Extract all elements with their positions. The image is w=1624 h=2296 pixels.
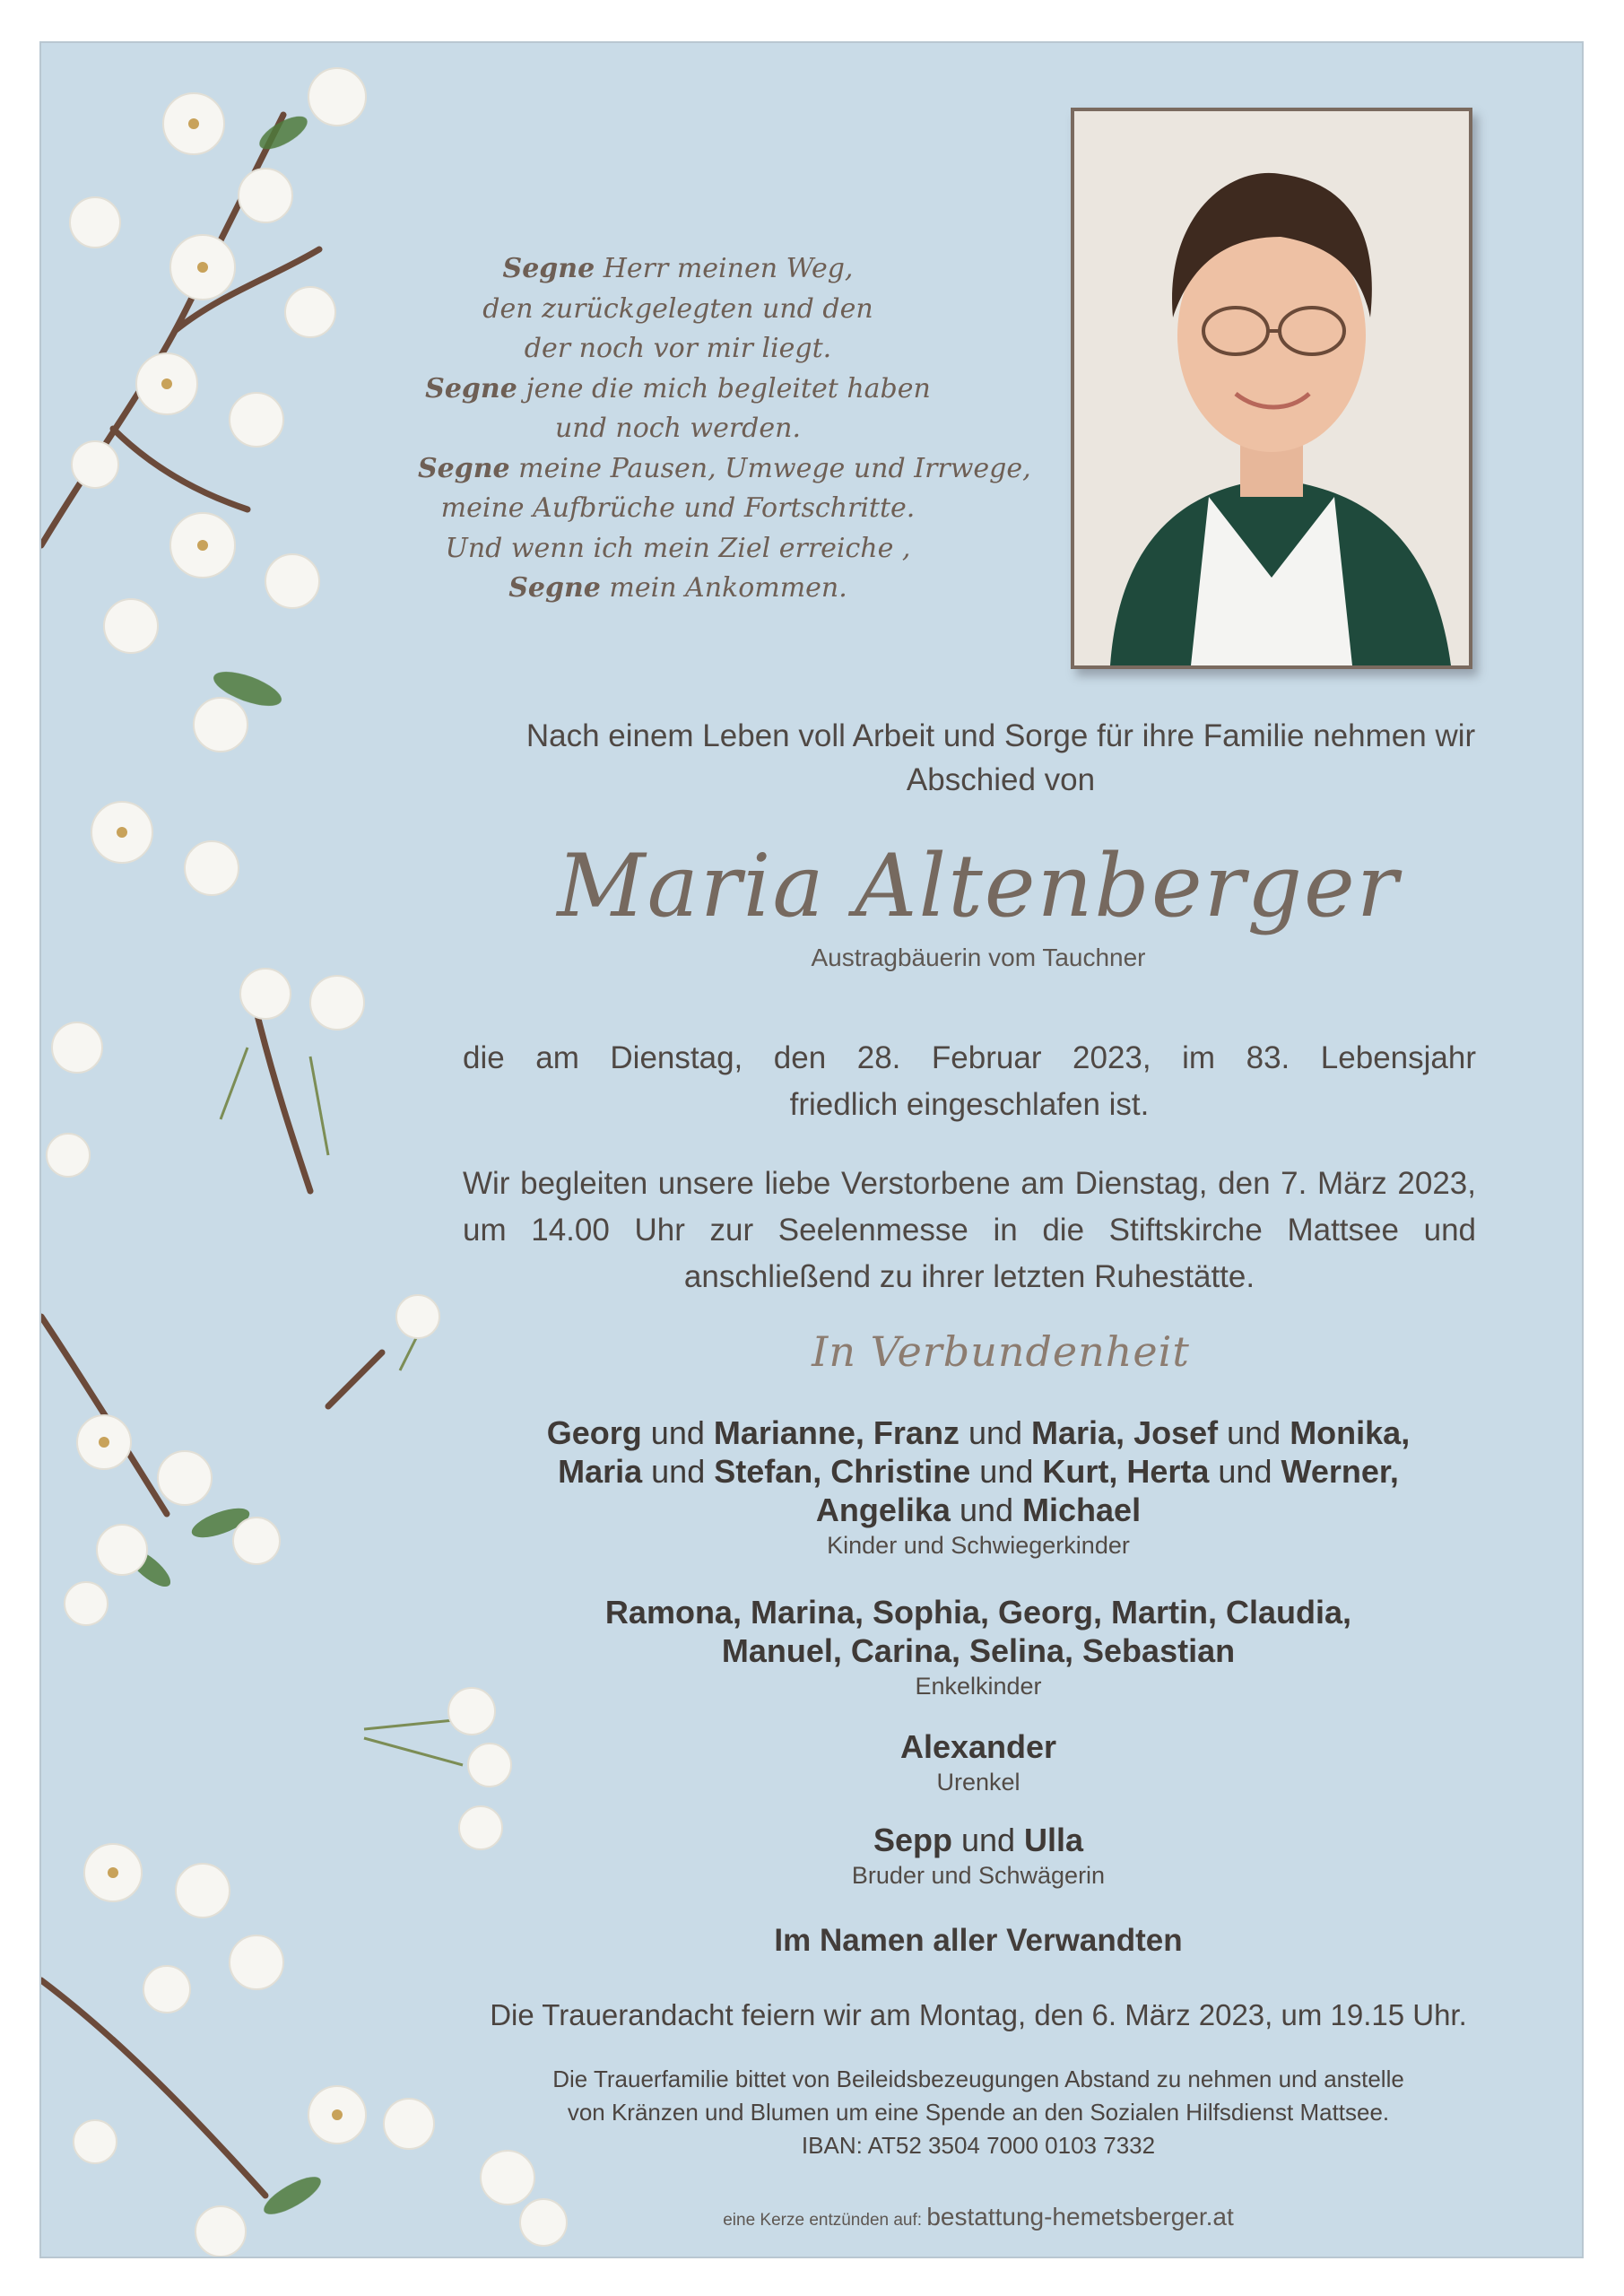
footer: [418, 2203, 1539, 2231]
mourner-role: Bruder und Schwägerin: [851, 1862, 1106, 1889]
death-notice: [463, 1035, 1476, 1128]
poem-line: Segne Herr meinen Weg,: [502, 253, 854, 284]
closing-heading: In Verbundenheit: [812, 1327, 1190, 1376]
funeral-line: anschließend zu ihrer letzten Ruhestätte.: [683, 1259, 1255, 1294]
funeral-line: um 14.00 Uhr zur Seelenmesse in die Stiftskirche Mattsee und: [463, 1213, 1476, 1248]
mourner-role: Enkelkinder: [915, 1673, 1042, 1700]
mourners-children: [418, 1413, 1539, 1561]
great-grandchild-name: Alexander: [899, 1728, 1057, 1765]
children-names: [418, 1413, 1539, 1529]
poem-line: und noch werden.: [554, 413, 801, 444]
sibling-name: Sepp: [873, 1822, 952, 1858]
mourners-great-grandchildren: [418, 1727, 1539, 1798]
funeral-line: Wir begleiten unsere liebe Verstorbene am Dienstag, den 7. März 2023,: [463, 1166, 1476, 1201]
iban: IBAN: AT52 3504 7000 0103 7332: [801, 2132, 1156, 2159]
poem-line: der noch vor mir liegt.: [524, 333, 832, 364]
mourners-siblings: [418, 1821, 1539, 1892]
sibling-name: Ulla: [1024, 1822, 1084, 1858]
poem-line: Segne meine Pausen, Umwege und Irrwege,: [418, 452, 1031, 484]
donation-line: Die Trauerfamilie bittet von Beileidsbezeugungen Abstand zu nehmen und anstelle: [552, 2066, 1404, 2092]
signoff: Im Namen aller Verwandten: [774, 1923, 1183, 1958]
intro-text: [463, 714, 1539, 802]
grandchildren-names: Ramona, Marina, Sophia, Georg, Martin, Claudia, Manuel, Carina, Selina, Sebastian: [604, 1594, 1352, 1669]
portrait-frame: [1071, 108, 1472, 669]
prayer-service-info: Die Trauerandacht feiern wir am Montag, den 6. März 2023, um 19.15 Uhr.: [490, 1998, 1467, 2031]
obituary-card: [39, 41, 1584, 2258]
mourner-role: Kinder und Schwiegerkinder: [827, 1532, 1130, 1559]
donation-line: von Kränzen und Blumen um eine Spende an den Sozialen Hilfsdienst Mattsee.: [567, 2099, 1390, 2126]
poem: [418, 249, 1031, 609]
portrait-photo: [1074, 111, 1469, 665]
footer-prefix: eine Kerze entzünden auf:: [723, 2211, 927, 2230]
deceased-occupation: Austragbäuerin vom Tauchner: [811, 944, 1146, 971]
funeral-info: [463, 1161, 1476, 1300]
death-line: die am Dienstag, den 28. Februar 2023, im 83. Lebensjahr: [463, 1040, 1476, 1075]
children-names-line: Angelika und Michael: [815, 1492, 1142, 1528]
deceased-name: Maria Altenberger: [557, 836, 1400, 936]
children-names-line: Georg und Marianne, Franz und Maria, Josef und Monika,: [546, 1414, 1411, 1451]
poem-line: den zurückgelegten und den: [482, 292, 873, 325]
intro-line: Nach einem Leben voll Arbeit und Sorge für ihre Familie nehmen wir: [525, 718, 1476, 753]
children-names-line: Maria und Stefan, Christine und Kurt, Herta und Werner,: [558, 1453, 1399, 1490]
poem-line: Segne jene die mich begleitet haben: [425, 372, 931, 404]
death-line: friedlich eingeschlafen ist.: [789, 1087, 1150, 1122]
poem-line: Und wenn ich mein Ziel erreiche ,: [445, 532, 911, 564]
intro-line: Abschied von: [906, 762, 1096, 797]
name-connector: und: [951, 1822, 1025, 1858]
mourner-role: Urenkel: [936, 1769, 1020, 1796]
poem-line: Segne mein Ankommen.: [508, 572, 847, 604]
poem-line: meine Aufbrüche und Fortschritte.: [440, 492, 916, 524]
mourners-grandchildren: [418, 1593, 1539, 1702]
donation-request: [418, 2063, 1539, 2162]
website-link[interactable]: bestattung-hemetsberger.at: [926, 2203, 1234, 2231]
